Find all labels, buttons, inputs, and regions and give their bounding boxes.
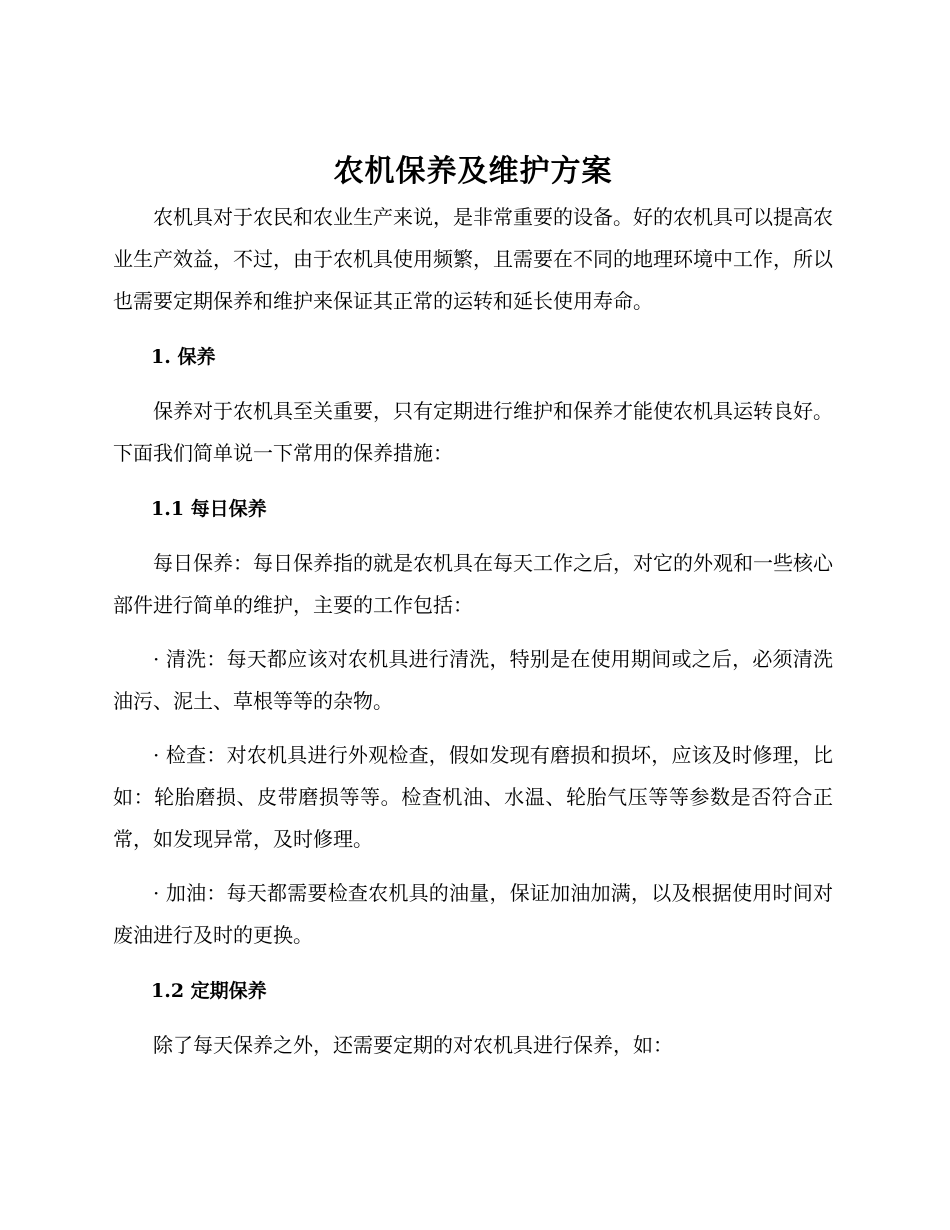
bullet-refuel: · 加油：每天都需要检查农机具的油量，保证加油加满，以及根据使用时间对废油进行及时的更换。 bbox=[113, 881, 833, 947]
intro-paragraph: 农机具对于农民和农业生产来说，是非常重要的设备。好的农机具可以提高农业生产效益，不过，由于农机具使用频繁，且需要在不同的地理环境中工作，所以也需要定期保养和维护来保证其正常的运转和延长使用寿命。 bbox=[113, 205, 833, 313]
spacer bbox=[113, 626, 833, 638]
bullet-inspect: · 检查：对农机具进行外观检查，假如发现有磨损和损坏，应该及时修理，比如：轮胎磨损、皮带磨损等等。检查机油、水温、轮胎气压等等参数是否符合正常，如发现异常，及时修理。 bbox=[113, 743, 833, 851]
spacer bbox=[113, 474, 833, 488]
spacer bbox=[113, 530, 833, 542]
section-1-1-paragraph: 每日保养：每日保养指的就是农机具在每天工作之后，对它的外观和一些核心部件进行简单的维护，主要的工作包括： bbox=[113, 551, 833, 617]
section-1-2-paragraph: 除了每天保养之外，还需要定期的对农机具进行保养，如： bbox=[153, 1033, 673, 1057]
bullet-clean: · 清洗：每天都应该对农机具进行清洗，特别是在使用期间或之后，必须清洗油污、泥土、草根等等的杂物。 bbox=[113, 647, 833, 713]
spacer bbox=[113, 860, 833, 872]
document-title: 农机保养及维护方案 bbox=[333, 154, 613, 189]
section-1-2-heading: 1.2 定期保养 bbox=[151, 980, 267, 1002]
spacer bbox=[113, 1012, 833, 1024]
spacer bbox=[113, 722, 833, 734]
document-content bbox=[113, 150, 833, 1066]
spacer bbox=[113, 378, 833, 390]
section-1-paragraph: 保养对于农机具至关重要，只有定期进行维护和保养才能使农机具运转良好。下面我们简单说一下常用的保养措施： bbox=[113, 399, 833, 465]
section-1-heading: 1. 保养 bbox=[151, 346, 216, 368]
spacer bbox=[113, 322, 833, 336]
spacer bbox=[113, 956, 833, 970]
section-1-1-heading: 1.1 每日保养 bbox=[151, 498, 267, 520]
